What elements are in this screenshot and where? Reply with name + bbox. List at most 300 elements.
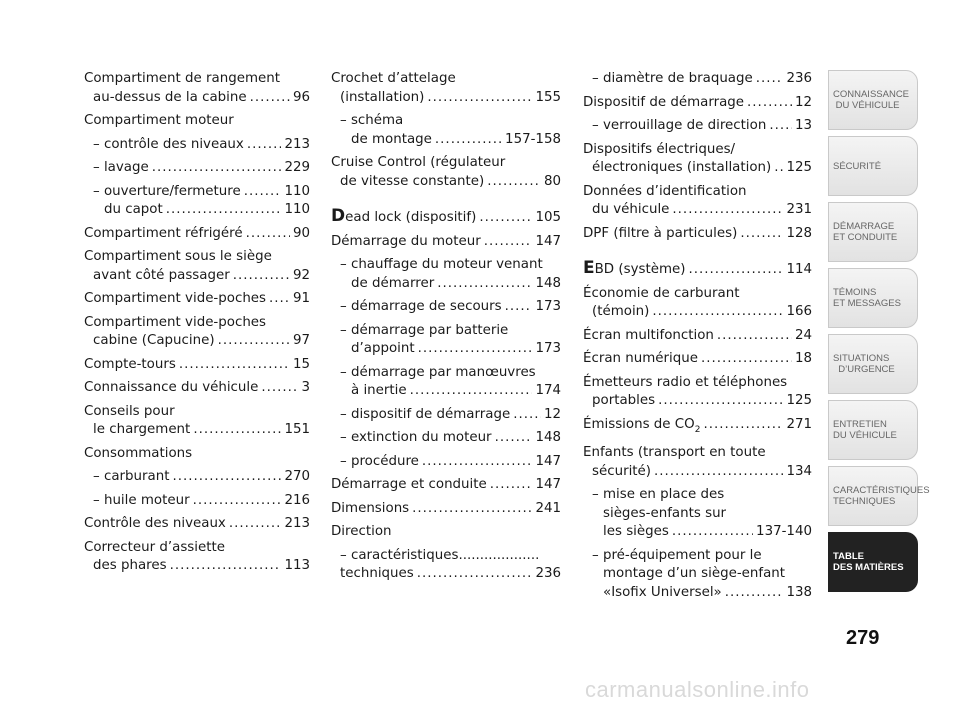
entry-label: portables <box>592 393 656 408</box>
entry-label: Dimensions <box>331 500 410 516</box>
index-entry <box>331 476 561 495</box>
entry-text <box>592 201 669 220</box>
index-line <box>331 275 561 294</box>
entry-label: – carburant <box>93 469 170 484</box>
page-ref: 236 <box>786 71 812 86</box>
index-entry <box>84 136 310 155</box>
index-line <box>583 70 812 89</box>
leader-dots <box>172 468 281 487</box>
page-ref: 92 <box>292 267 310 283</box>
entry-label: Démarrage et conduite <box>331 477 487 492</box>
page-ref: 3 <box>301 380 310 395</box>
entry-text <box>592 117 766 136</box>
subscript: 2 <box>694 424 701 435</box>
index-entry <box>583 444 812 481</box>
entry-text <box>93 89 247 108</box>
index-entry <box>331 364 561 401</box>
page-ref: 12 <box>543 406 561 422</box>
page-ref: 13 <box>794 118 812 133</box>
index-line <box>331 565 561 584</box>
index-line <box>583 327 812 346</box>
tab-label: CARACTÉRISTIQUES TECHNIQUES <box>833 485 930 507</box>
page-ref: 80 <box>543 173 561 189</box>
index-line <box>84 468 310 487</box>
page-ref: 231 <box>786 202 812 217</box>
page-ref: 110 <box>284 202 310 217</box>
leader-dots <box>513 406 541 425</box>
index-line <box>84 557 310 576</box>
leader-dots <box>250 89 290 108</box>
index-line <box>84 89 310 108</box>
page-ref: 128 <box>786 225 812 241</box>
index-entry <box>583 374 812 411</box>
index-line <box>331 207 561 228</box>
index-line <box>84 332 310 351</box>
leader-dots <box>152 159 282 178</box>
entry-text <box>583 416 700 440</box>
entry-label: à inertie <box>351 383 407 398</box>
entry-label: du capot <box>104 202 163 217</box>
entry-text <box>104 201 163 220</box>
index-line <box>331 382 561 401</box>
index-entry <box>583 285 812 322</box>
entry-label: de vitesse constante) <box>340 173 485 189</box>
entry-heading: Consommations <box>84 445 193 461</box>
leader-dots <box>774 159 783 178</box>
page-ref: 174 <box>535 383 561 398</box>
entry-label: avant côté passager <box>93 267 230 283</box>
index-entry <box>331 112 561 149</box>
leader-dots <box>417 565 533 584</box>
page-ref: 270 <box>284 469 310 484</box>
entry-text <box>93 159 149 178</box>
index-line <box>331 406 561 425</box>
index-line <box>84 492 310 511</box>
index-entry <box>583 259 812 280</box>
entry-label: «Isofix Universel» <box>603 584 722 600</box>
leader-dots <box>427 89 532 108</box>
entry-text <box>84 356 176 375</box>
index-entry <box>84 356 310 375</box>
index-entry <box>331 523 561 542</box>
index-column-3 <box>583 70 812 607</box>
index-entry <box>583 141 812 178</box>
entry-text <box>592 70 753 89</box>
tab-label: CONNAISSANCE DU VÉHICULE <box>833 89 910 111</box>
subentry-heading: sièges-enfants sur <box>603 505 727 521</box>
index-entry <box>331 322 561 359</box>
index-entry <box>331 256 561 293</box>
entry-label: Démarrage du moteur <box>331 233 481 249</box>
entry-label: – huile moteur <box>93 492 190 508</box>
index-line <box>84 421 310 440</box>
entry-text <box>603 523 669 542</box>
subentry-heading: – chauffage du moteur venant <box>340 257 543 272</box>
entry-text <box>84 290 266 309</box>
entry-text <box>84 379 258 398</box>
index-entry <box>331 298 561 317</box>
entry-label: – dispositif de démarrage <box>340 406 511 422</box>
index-entry <box>331 70 561 107</box>
leader-dots <box>233 267 290 286</box>
leader-dots <box>740 225 783 244</box>
page-ref: 137-140 <box>756 524 812 539</box>
index-entry <box>583 94 812 113</box>
entry-text <box>331 233 481 252</box>
entry-text <box>592 159 771 178</box>
entry-label: – extinction du moteur <box>340 430 492 445</box>
index-line <box>84 515 310 534</box>
index-entry <box>84 379 310 398</box>
subentry-heading: – caractéristiques................... <box>340 547 540 563</box>
index-line <box>84 379 310 398</box>
entry-text <box>351 275 434 294</box>
leader-dots <box>437 275 532 294</box>
entry-label: de démarrer <box>351 275 435 291</box>
entry-heading: Crochet d’attelage <box>331 71 456 86</box>
entry-text <box>583 94 744 113</box>
leader-dots <box>756 70 784 89</box>
tab-label: SITUATIONS D’URGENCE <box>833 353 895 375</box>
entry-label: au-dessus de la cabine <box>93 89 247 105</box>
leader-dots <box>747 94 792 113</box>
entry-label: de montage <box>351 131 432 147</box>
entry-text <box>340 565 414 584</box>
index-line <box>84 183 310 202</box>
index-line <box>331 173 561 192</box>
index-entry <box>583 70 812 89</box>
index-entry <box>331 406 561 425</box>
index-line <box>84 201 310 220</box>
page-ref: 213 <box>284 516 310 531</box>
index-entry <box>331 547 561 584</box>
section-tab[interactable] <box>828 466 930 526</box>
leader-dots <box>246 225 290 244</box>
page-ref: 138 <box>786 584 812 600</box>
entry-text <box>340 429 492 448</box>
leader-dots <box>166 201 282 220</box>
tab-label: TÉMOINS ET MESSAGES <box>833 287 901 309</box>
section-tab[interactable] <box>828 532 918 592</box>
entry-text <box>93 421 190 440</box>
entry-text <box>340 298 502 317</box>
entry-label: Compartiment vide-poches <box>84 291 267 306</box>
leader-dots <box>247 136 282 155</box>
entry-label: – ouverture/fermeture <box>93 183 241 199</box>
index-line <box>583 392 812 411</box>
page-ref: 15 <box>292 356 310 372</box>
entry-label: électroniques (installation) <box>592 160 772 175</box>
index-entry <box>84 70 310 107</box>
entry-heading: Conseils pour <box>84 403 175 419</box>
index-entry <box>331 154 561 191</box>
leader-dots <box>244 183 282 202</box>
index-line <box>583 416 812 440</box>
index-line <box>84 267 310 286</box>
index-line <box>84 136 310 155</box>
index-entry <box>331 453 561 472</box>
entry-label: DPF (filtre à particules) <box>583 225 738 241</box>
leader-dots <box>505 298 533 317</box>
page-ref: 271 <box>786 416 812 432</box>
leader-dots <box>672 523 753 542</box>
leader-dots <box>261 379 298 398</box>
entry-label: le chargement <box>93 422 191 437</box>
section-tab[interactable] <box>828 70 918 130</box>
leader-dots <box>193 492 282 511</box>
entry-label: Émissions de CO <box>583 416 695 432</box>
page-ref: 91 <box>292 291 310 306</box>
page-ref: 96 <box>292 89 310 105</box>
index-line <box>583 159 812 178</box>
page-ref: 97 <box>292 333 310 348</box>
entry-heading: Données d’identification <box>583 183 747 199</box>
page-ref: 173 <box>535 299 561 314</box>
entry-label: – démarrage de secours <box>340 299 502 314</box>
leader-dots <box>479 209 532 228</box>
index-line <box>331 476 561 495</box>
index-entry <box>84 112 310 131</box>
entry-label: – lavage <box>93 160 149 175</box>
index-line <box>583 201 812 220</box>
index-column-1 <box>84 70 310 581</box>
entry-text <box>331 476 487 495</box>
index-line <box>331 500 561 519</box>
entry-heading: Cruise Control (régulateur <box>331 155 506 170</box>
entry-text <box>351 131 432 150</box>
entry-text <box>93 267 230 286</box>
index-line <box>331 89 561 108</box>
index-entry <box>583 183 812 220</box>
index-entry <box>583 350 812 369</box>
entry-label: les sièges <box>603 524 669 539</box>
index-entry <box>84 225 310 244</box>
entry-label: – verrouillage de direction <box>592 118 767 133</box>
page-ref: 125 <box>786 393 812 408</box>
leader-dots <box>672 201 783 220</box>
section-tab[interactable] <box>828 202 918 262</box>
index-line <box>583 463 812 482</box>
drop-letter: D <box>331 206 346 226</box>
drop-letter: E <box>583 258 595 278</box>
page-ref: 216 <box>284 492 310 508</box>
entry-text <box>340 173 484 192</box>
page-ref: 90 <box>292 225 310 241</box>
entry-label: (témoin) <box>592 304 650 319</box>
subentry-heading: – mise en place des <box>592 487 725 502</box>
leader-dots <box>701 350 792 369</box>
page-ref: 24 <box>794 327 812 343</box>
entry-text <box>93 492 190 511</box>
leader-dots <box>490 476 533 495</box>
entry-label: Écran multifonction <box>583 327 714 343</box>
entry-label: d’appoint <box>351 341 415 356</box>
index-line <box>583 523 812 542</box>
subentry-heading: – schéma <box>340 113 404 128</box>
entry-text <box>93 183 241 202</box>
entry-text <box>592 303 649 322</box>
index-entry <box>583 225 812 244</box>
leader-dots <box>487 173 541 192</box>
entry-text <box>93 557 167 576</box>
entry-text <box>93 136 244 155</box>
leader-dots <box>435 131 502 150</box>
page-ref: 241 <box>535 500 561 516</box>
index-entry <box>331 500 561 519</box>
section-tab[interactable] <box>828 268 918 328</box>
entry-label: Écran numérique <box>583 351 698 366</box>
entry-text <box>84 515 226 534</box>
tab-label: DÉMARRAGE ET CONDUITE <box>833 221 898 243</box>
leader-dots <box>769 117 792 136</box>
entry-heading: Enfants (transport en toute <box>583 445 766 460</box>
leader-dots <box>412 500 532 519</box>
leader-dots <box>193 421 281 440</box>
page-ref: 157-158 <box>505 131 561 147</box>
entry-heading: Dispositifs électriques/ <box>583 141 736 157</box>
entry-label: Contrôle des niveaux <box>84 516 226 531</box>
entry-label: Compte-tours <box>84 356 176 372</box>
index-entry <box>84 314 310 351</box>
leader-dots <box>717 327 792 346</box>
page-ref: 173 <box>535 341 561 356</box>
entry-text <box>351 382 407 401</box>
leader-dots <box>179 356 290 375</box>
index-line <box>583 303 812 322</box>
index-line <box>84 356 310 375</box>
leader-dots <box>703 416 783 435</box>
index-column-2 <box>331 70 561 589</box>
watermark: carmanualsonline.info <box>585 677 810 702</box>
page-ref: 105 <box>535 210 561 225</box>
page-ref: 18 <box>794 351 812 366</box>
index-entry <box>84 445 310 464</box>
index-line <box>84 290 310 309</box>
entry-text <box>583 327 714 346</box>
index-line <box>583 117 812 136</box>
subentry-heading: montage d’un siège-enfant <box>603 566 786 581</box>
entry-label: techniques <box>340 566 414 581</box>
entry-label: – diamètre de braquage <box>592 71 753 86</box>
entry-label: – procédure <box>340 453 419 469</box>
entry-text <box>340 406 510 425</box>
page-ref: 12 <box>794 94 812 110</box>
entry-label: BD (système) <box>594 262 686 277</box>
entry-text <box>340 453 419 472</box>
entry-text <box>592 463 651 482</box>
index-entry <box>331 207 561 228</box>
page-ref: 151 <box>284 422 310 437</box>
index-entry <box>84 183 310 220</box>
index-entry <box>84 539 310 576</box>
leader-dots <box>652 303 783 322</box>
index-line <box>583 259 812 280</box>
index-line <box>583 350 812 369</box>
entry-label: – contrôle des niveaux <box>93 136 244 152</box>
index-entry <box>583 327 812 346</box>
entry-heading: Direction <box>331 524 392 539</box>
page-ref: 113 <box>284 558 310 573</box>
section-tab[interactable] <box>828 136 918 196</box>
page-number: 279 <box>846 627 880 649</box>
entry-text <box>583 259 685 280</box>
index-line <box>583 94 812 113</box>
entry-label: du véhicule <box>592 202 670 217</box>
leader-dots <box>688 261 783 280</box>
index-line <box>84 225 310 244</box>
page-ref: 114 <box>786 262 812 277</box>
entry-label: des phares <box>93 558 167 573</box>
page-ref: 147 <box>535 477 561 492</box>
subentry-heading: – pré-équipement pour le <box>592 547 762 563</box>
entry-text <box>331 207 476 228</box>
entry-heading: Correcteur d’assiette <box>84 539 225 555</box>
page-ref: 213 <box>284 136 310 152</box>
entry-label: ead lock (dispositif) <box>345 210 477 225</box>
index-entry <box>583 416 812 440</box>
leader-dots <box>170 557 282 576</box>
entry-label: cabine (Capucine) <box>93 333 215 348</box>
leader-dots <box>725 584 784 603</box>
entry-text <box>351 340 415 359</box>
page-ref: 155 <box>535 89 561 105</box>
index-entry <box>84 515 310 534</box>
index-entry <box>84 403 310 440</box>
page-ref: 236 <box>535 566 561 581</box>
leader-dots <box>229 515 282 534</box>
tab-label: SÉCURITÉ <box>833 160 882 172</box>
page-ref: 134 <box>786 463 812 479</box>
section-tab[interactable] <box>828 400 918 460</box>
entry-heading: Compartiment vide-poches <box>84 314 267 330</box>
entry-heading: Compartiment de rangement <box>84 71 280 86</box>
entry-text <box>93 468 169 487</box>
entry-heading: Économie de carburant <box>583 285 740 301</box>
page-ref: 147 <box>535 233 561 249</box>
index-entry <box>84 468 310 487</box>
leader-dots <box>495 429 533 448</box>
index-line <box>331 429 561 448</box>
index-line <box>331 233 561 252</box>
page-ref: 110 <box>284 183 310 199</box>
page-ref: 166 <box>786 304 812 319</box>
subentry-heading: – démarrage par manœuvres <box>340 364 536 380</box>
entry-heading: Compartiment sous le siège <box>84 249 272 264</box>
section-tab[interactable] <box>828 334 918 394</box>
index-entry <box>84 159 310 178</box>
index-line <box>84 159 310 178</box>
index-line <box>331 340 561 359</box>
entry-text <box>592 392 655 411</box>
index-line <box>583 584 812 603</box>
page-ref: 229 <box>284 160 310 175</box>
entry-text <box>340 89 424 108</box>
leader-dots <box>422 453 533 472</box>
index-entry <box>583 117 812 136</box>
index-entry <box>84 492 310 511</box>
section-tabs <box>828 70 930 598</box>
entry-text <box>583 225 737 244</box>
index-entry <box>331 429 561 448</box>
leader-dots <box>410 382 533 401</box>
index-line <box>583 225 812 244</box>
leader-dots <box>218 332 290 351</box>
entry-label: sécurité) <box>592 463 652 479</box>
entry-text <box>331 500 409 519</box>
index-line <box>331 453 561 472</box>
leader-dots <box>269 290 290 309</box>
tab-label: ENTRETIEN DU VÉHICULE <box>833 419 897 441</box>
